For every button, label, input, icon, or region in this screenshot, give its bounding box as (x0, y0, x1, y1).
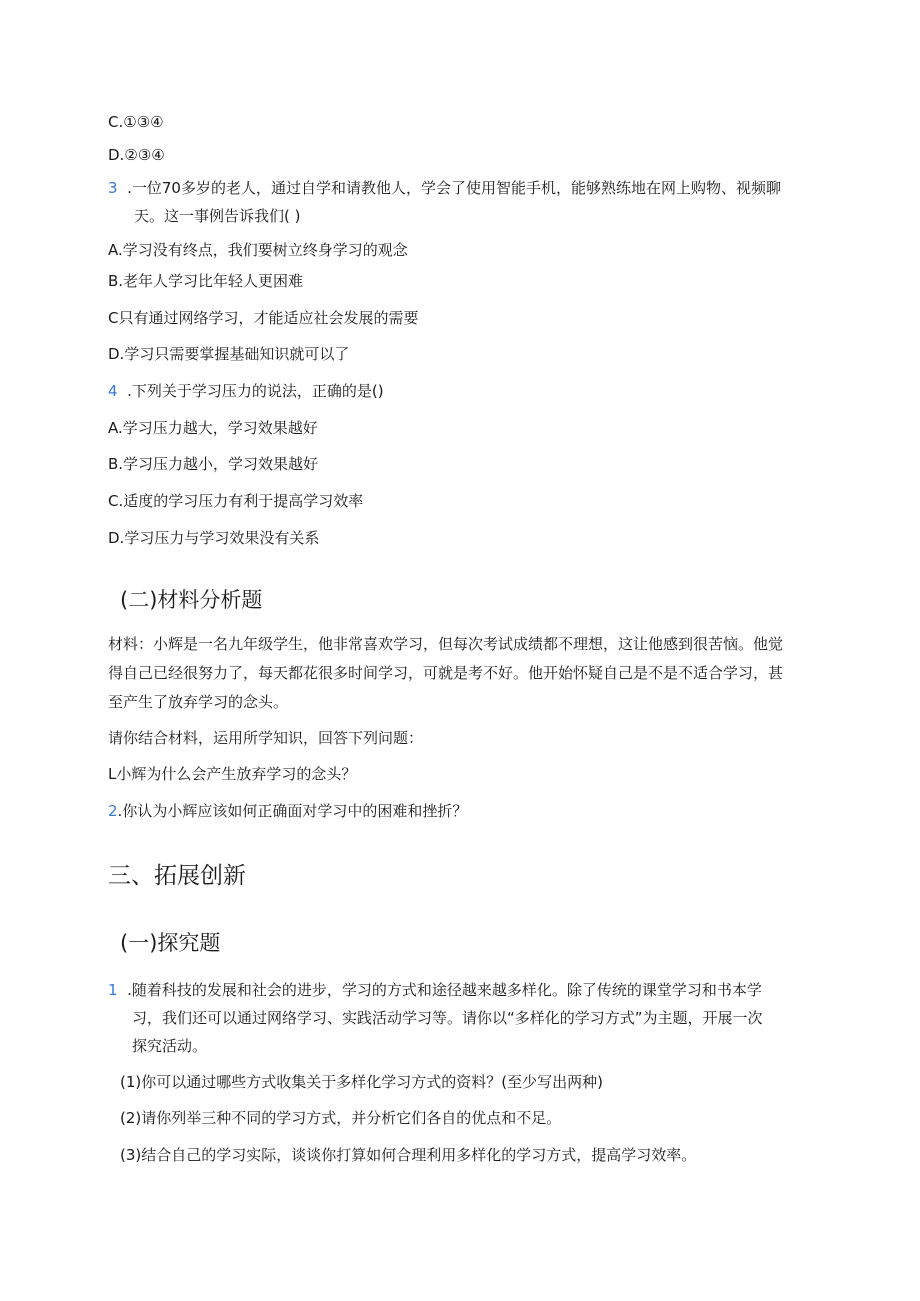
inquiry-sub3: (3)结合自己的学习实际，谈谈你打算如何合理利用多样化的学习方式，提高学习效率。 (120, 1146, 697, 1164)
q2-option-d: D.②③④ (108, 146, 165, 164)
q3-number: 3 (108, 179, 118, 197)
material-line2: 得自己已经很努力了，每天都花很多时间学习，可就是考不好。他开始怀疑自己是不是不适合学习，甚 (108, 664, 784, 682)
material-line3: 至产生了放弃学习的念头。 (108, 693, 289, 711)
q3-option-b: B.老年人学习比年轻人更困难 (108, 272, 304, 290)
q2-option-c: C.①③④ (108, 113, 164, 131)
inquiry-item-number: 1 (108, 981, 118, 999)
material-section-heading: (二)材料分析题 (120, 588, 263, 612)
q3-option-c: C只有通过网络学习，才能适应社会发展的需要 (108, 309, 419, 327)
q3-stem-line1 (108, 177, 813, 199)
section3-heading: 三、拓展创新 (108, 863, 246, 889)
section3-subheading: (一)探究题 (120, 931, 221, 955)
q3-option-d: D.学习只需要掌握基础知识就可以了 (108, 345, 350, 363)
material-line1: 材料：小辉是一名九年级学生，他非常喜欢学习，但每次考试成绩都不理想，这让他感到很苦恼。他觉 (108, 635, 784, 653)
q4-stem (108, 380, 813, 402)
q3-stem-line2: 天。这一事例告诉我们( ) (134, 207, 301, 225)
q4-number: 4 (108, 382, 118, 400)
material-question2 (108, 800, 813, 822)
material-question2-text: .你认为小辉应该如何正确面对学习中的困难和挫折？ (117, 802, 468, 820)
inquiry-sub1: (1)你可以通过哪些方式收集关于多样化学习方式的资料？(至少写出两种) (120, 1073, 603, 1091)
inquiry-sub2: (2)请你列举三种不同的学习方式，并分析它们各自的优点和不足。 (120, 1109, 562, 1127)
material-question2-number: 2 (108, 802, 118, 820)
q4-option-b: B.学习压力越小，学习效果越好 (108, 455, 319, 473)
q4-option-d: D.学习压力与学习效果没有关系 (108, 529, 320, 547)
inquiry-item-line2: 习，我们还可以通过网络学习、实践活动学习等。请你以“多样化的学习方式”为主题，开展一次 (132, 1009, 763, 1027)
q4-stem-text: .下列关于学习压力的说法，正确的是() (127, 382, 384, 400)
q3-option-a: A.学习没有终点，我们要树立终身学习的观念 (108, 241, 408, 259)
q3-stem-text1: .一位70多岁的老人，通过自学和请教他人，学会了使用智能手机，能够熟练地在网上购物、视频聊 (127, 179, 781, 197)
inquiry-item-line3: 探究活动。 (132, 1037, 208, 1055)
material-question1: L小辉为什么会产生放弃学习的念头？ (108, 765, 357, 783)
material-instruction: 请你结合材料，运用所学知识，回答下列问题： (108, 729, 424, 747)
inquiry-item-line1 (108, 979, 813, 1001)
inquiry-item-text1: .随着科技的发展和社会的进步，学习的方式和途径越来越多样化。除了传统的课堂学习和书本学 (127, 981, 762, 999)
q4-option-a: A.学习压力越大，学习效果越好 (108, 419, 318, 437)
q4-option-c: C.适度的学习压力有利于提高学习效率 (108, 492, 364, 510)
